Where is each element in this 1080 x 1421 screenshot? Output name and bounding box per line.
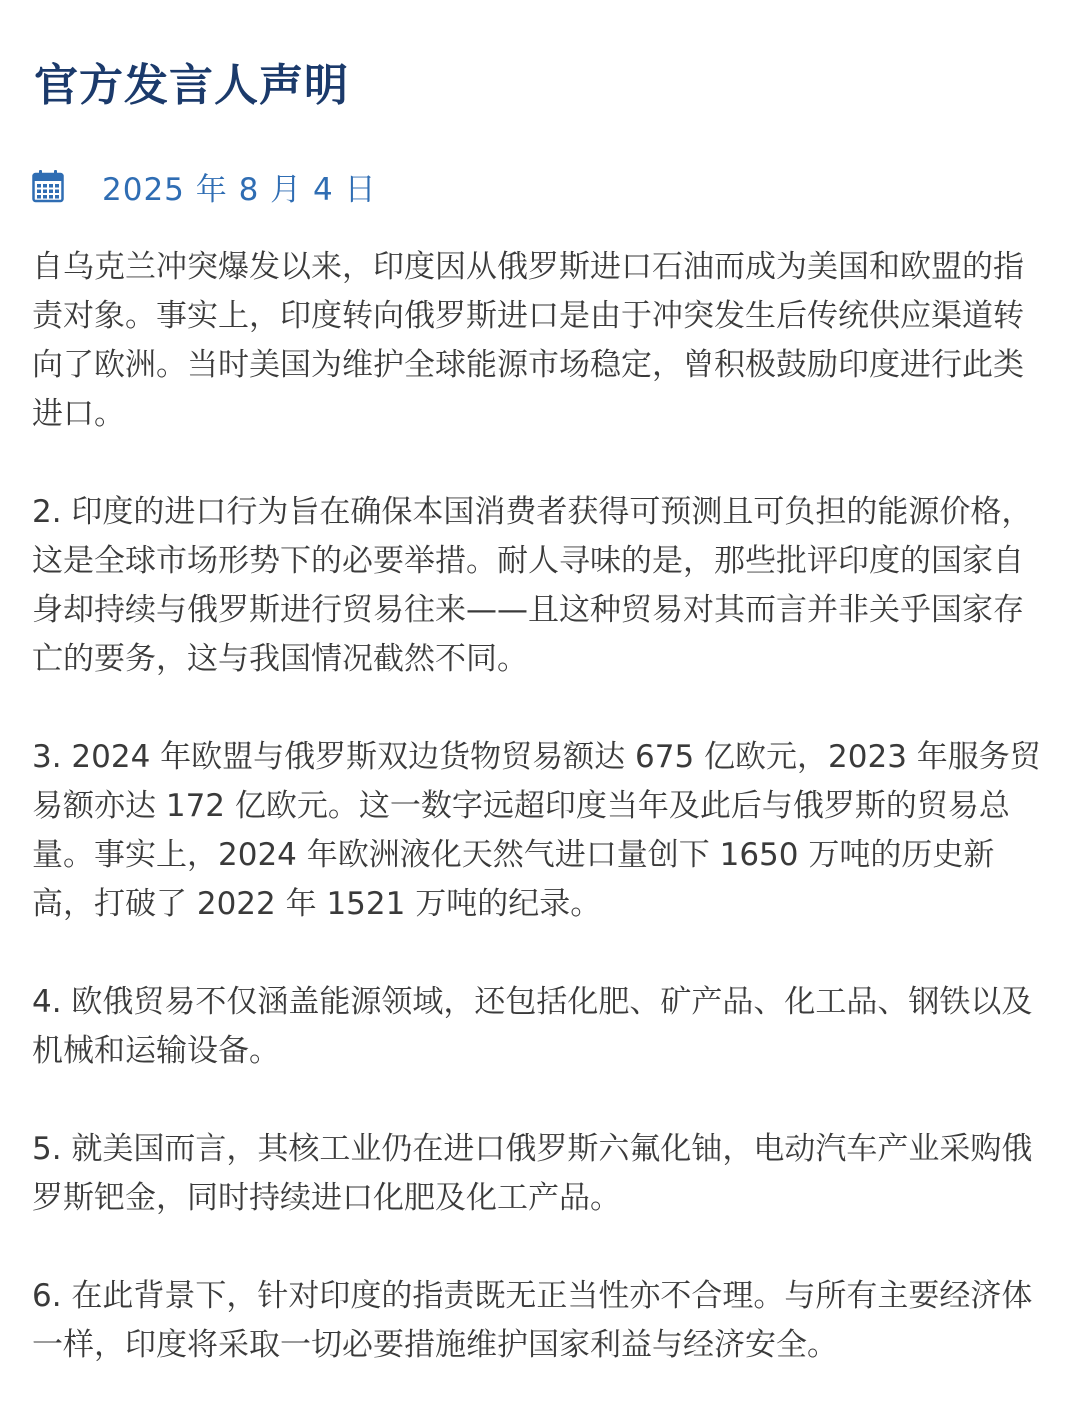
page-title: 官方发言人声明 [34,60,349,111]
paragraph-6: 6. 在此背景下，针对印度的指责既无正当性亦不合理。与所有主要经济体一样，印度将采取一切必要措施维护国家利益与经济安全。 [32,1278,1033,1363]
calendar-icon [32,169,64,203]
paragraph-2: 2. 印度的进口行为旨在确保本国消费者获得可预测且可负担的能源价格，这是全球市场形势下的必要举措。耐人寻味的是，那些批评印度的国家自身却持续与俄罗斯进行贸易往来——且这种贸易对其而言并非关乎国家存亡的要务，这与我国情况截然不同。 [32,494,1033,677]
statement-date: 2025 年 8 月 4 日 [102,171,377,208]
paragraph-5: 5. 就美国而言，其核工业仍在进口俄罗斯六氟化铀，电动汽车产业采购俄罗斯钯金，同时持续进口化肥及化工产品。 [32,1131,1033,1216]
statement-body [32,243,1048,1419]
paragraph-4: 4. 欧俄贸易不仅涵盖能源领域，还包括化肥、矿产品、化工品、钢铁以及机械和运输设备。 [32,984,1033,1069]
paragraph-3: 3. 2024 年欧盟与俄罗斯双边货物贸易额达 675 亿欧元，2023 年服务贸易额亦达 172 亿欧元。这一数字远超印度当年及此后与俄罗斯的贸易总量。事实上，2024 年欧洲液化天然气进口量创下 1650 万吨的历史新高，打破了 2022 年 1521 万吨的纪录。 [32,739,1041,922]
paragraph-1: 自乌克兰冲突爆发以来，印度因从俄罗斯进口石油而成为美国和欧盟的指责对象。事实上，印度转向俄罗斯进口是由于冲突发生后传统供应渠道转向了欧洲。当时美国为维护全球能源市场稳定，曾积极鼓励印度进行此类进口。 [32,249,1024,432]
date-row [32,162,377,210]
